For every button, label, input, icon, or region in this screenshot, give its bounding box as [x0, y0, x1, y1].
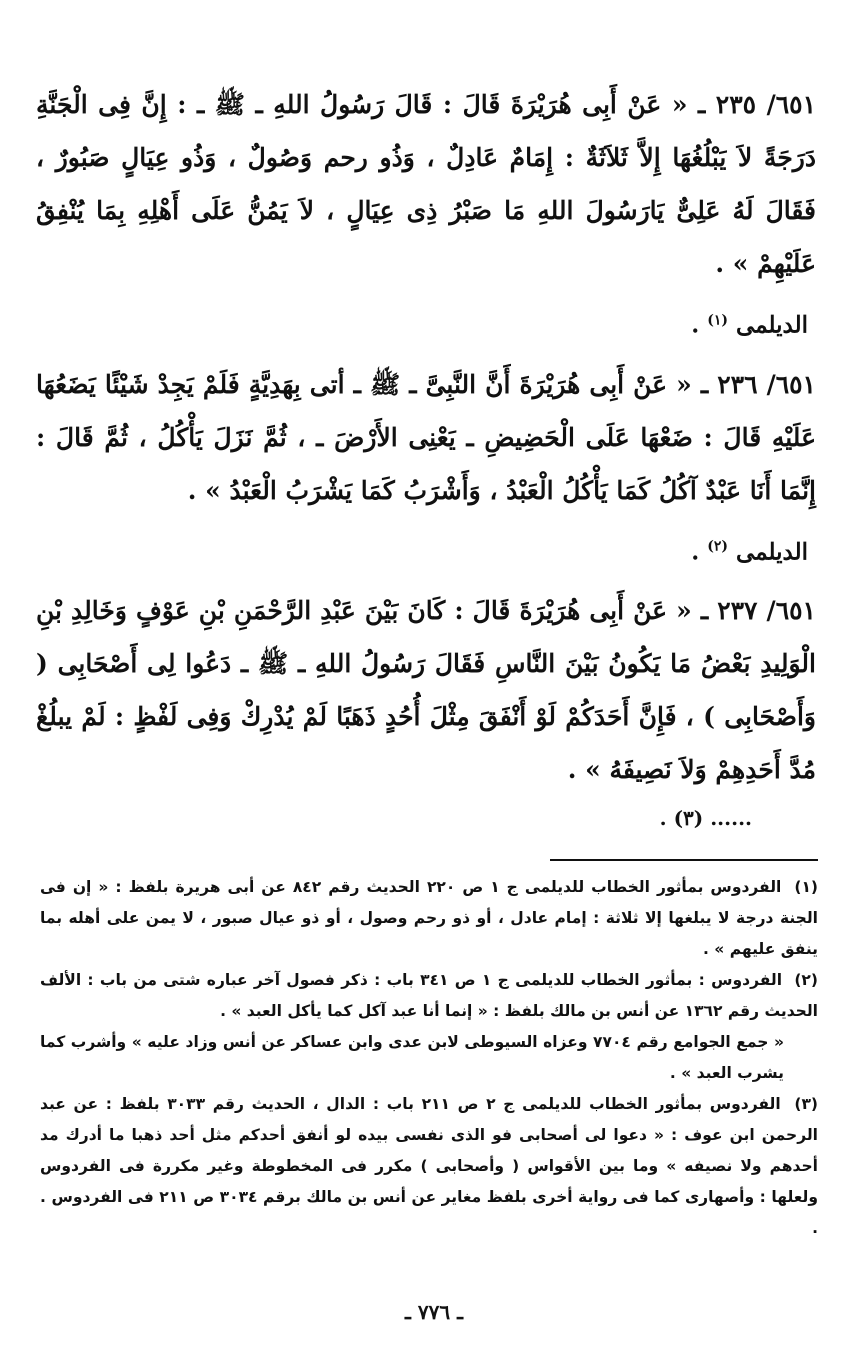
hadith-237: ٦٥١/ ٢٣٧ ـ « عَنْ أَبِى هُرَيْرَةَ قَالَ : كَانَ بَيْنَ عَبْدِ الرَّحْمَنِ بْنِ عَوْفٍ وَخَالِدِ بْنِ الْوَلِيدِ بَعْضُ مَا يَكُونُ بَيْنَ النَّاسِ فَقَالَ رَسُولُ اللهِ ـ ﷺ ـ دَعُوا لِى أَصْحَابِى ( وَأَصْحَابِى ) ، فَإِنَّ أَحَدَكُمْ لَوْ أَنْفَقَ مِثْلَ أُحُدٍ ذَهَبًا لَمْ يُدْرِكْ وَفِى لَفْظٍ : لَمْ يبلُغْ مُدَّ أَحَدِهِمْ وَلاَ نَصِيفَهُ » . [36, 596, 816, 785]
footnote-text: الفردوس : بمأثور الخطاب للديلمى ج ١ ص ٣٤١ باب : ذكر فصول آخر عباره شتى من باب : الألف الحديث رقم ١٣٦٢ عن أنس بن مالك بلفظ : « إنما أنا عبد آكل كما يأكل العبد » . [40, 971, 818, 1020]
hadith-235: ٦٥١/ ٢٣٥ ـ « عَنْ أَبِى هُرَيْرَةَ قَالَ : قَالَ رَسُولُ اللهِ ـ ﷺ ـ : إِنَّ فِى الْجَنَّةِ دَرَجَةً لاَ يَبْلُغُهَا إِلاَّ ثَلاَثَةٌ : إِمَامٌ عَادِلٌ ، وَذُو رحم وَصُولٌ ، وَذُو عِيَالٍ صَبُورٌ ، فَقَالَ لَهُ عَلِىٌّ يَارَسُولَ اللهِ مَا صَبْرُ ذِى عِيَالٍ ، لاَ يَمُنُّ عَلَى أَهْلِهِ بِمَا يُنْفِقُ عَلَيْهِمْ » . [36, 90, 817, 278]
source-label: الديلمى [736, 538, 808, 566]
footnote-number: (٢) [794, 971, 818, 989]
footnote-2-continuation [40, 1027, 818, 1089]
footnote-number: (١) [794, 878, 818, 896]
footnote-text: « جمع الجوامع رقم ٧٧٠٤ وعزاه السيوطى لابن عدى وابن عساكر عن أنس وزاد عليه » وأشرب كما يشرب العبد » . [40, 1033, 785, 1082]
footnote-ref-2: (٢) [707, 538, 729, 555]
ellipsis-footnote-ref-3: ...... (٣) . [659, 806, 752, 831]
footnote-ref-1: (١) [707, 312, 729, 328]
footnote-2 [40, 965, 818, 1027]
footnote-text: الفردوس بمأثور الخطاب للديلمى ج ٢ ص ٢١١ باب : الدال ، الحديث رقم ٣٠٣٣ بلفظ : عن عبد الرحمن ابن عوف : « دعوا لى أصحابى فو الذى نفسى بيده لو أنفق أحدكم مثل أحد ذهبا ما أدرك مد أحدهم ولا نصيفه » وما بين الأقواس ( وأصحابى ) مكرر فى المخطوطة وغير مكررة فى الفردوس ولعلها : وأصهارى كما فى رواية أخرى بلفظ مغاير عن أنس بن مالك برقم ٣٠٣٤ ص ٢١١ فى الفردوس . . [40, 1095, 818, 1237]
footnote-1 [40, 872, 818, 965]
footnote-number: (٣) [794, 1095, 819, 1113]
footnote-text: الفردوس بمأثور الخطاب للديلمى ج ١ ص ٢٢٠ الحديث رقم ٨٤٢ عن أبى هريرة بلفظ : « إن فى الجنة درجة لا يبلغها إلا ثلاثة : إمام عادل ، أو ذو رحم وصول ، أو ذو عيال صبور ، لا يمن على أهله بما ينفق عليهم » . [40, 878, 818, 958]
hadith-236: ٦٥١/ ٢٣٦ ـ « عَنْ أَبِى هُرَيْرَةَ أَنَّ النَّبِىَّ ـ ﷺ ـ أتى بِهَدِيَّةٍ فَلَمْ يَجِدْ شَيْئًا يَضَعُهَا عَلَيْهِ قَالَ : ضَعْهَا عَلَى الْحَضِيضِ ـ يَعْنِى الأَرْضَ ـ ، ثُمَّ نَزَلَ يَأْكُلُ ، ثُمَّ قَالَ : إِنَّمَا أَنَا عَبْدٌ آكُلُ كَمَا يَأْكُلُ الْعَبْدُ ، وَأَشْرَبُ كَمَا يَشْرَبُ الْعَبْدُ » . [36, 369, 816, 505]
source-label: الديلمى [736, 311, 808, 339]
main-text [36, 78, 816, 830]
hadith-236-source: الديلمى $^{(٢)}$ . [691, 538, 808, 566]
hadith-235-source: الديلمى $^{(١)}$ . [691, 311, 808, 339]
footnote-divider [550, 859, 818, 861]
page-number: ـ ٧٧٦ ـ [405, 1300, 463, 1324]
footnote-3 [40, 1089, 818, 1244]
footnotes [40, 872, 818, 1244]
